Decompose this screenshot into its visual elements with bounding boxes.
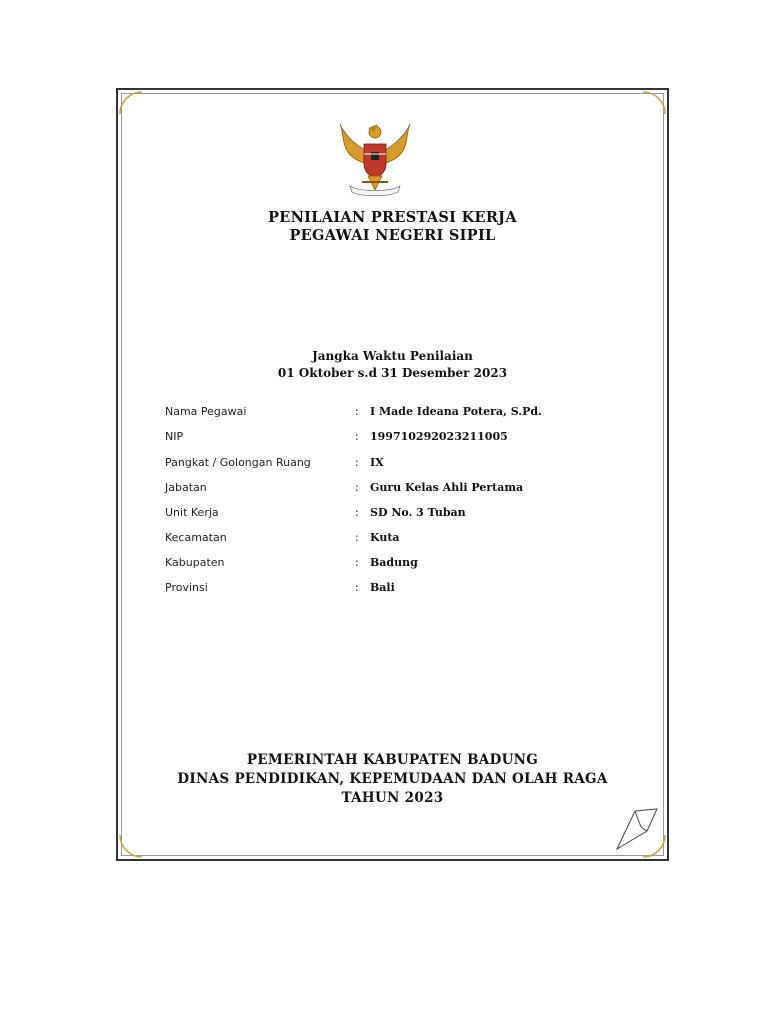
document-title-line2: PEGAWAI NEGERI SIPIL — [289, 227, 496, 244]
corner-ornament-bottom-left — [118, 833, 144, 859]
info-label: NIP — [165, 430, 184, 443]
info-label: Unit Kerja — [165, 506, 219, 519]
document-frame — [116, 88, 669, 861]
info-row-kecamatan — [165, 531, 585, 549]
info-row-provinsi — [165, 581, 585, 599]
corner-ornament-top-right — [641, 90, 667, 116]
info-row-pangkat — [165, 456, 585, 474]
info-label: Kecamatan — [165, 531, 227, 544]
inner-border — [121, 93, 664, 856]
info-separator: : — [355, 506, 359, 519]
period-label: Jangka Waktu Penilaian — [312, 349, 473, 363]
info-label: Kabupaten — [165, 556, 225, 569]
info-row-kabupaten — [165, 556, 585, 574]
info-separator: : — [355, 531, 359, 544]
info-separator: : — [355, 556, 359, 569]
info-value: Bali — [370, 581, 395, 594]
info-value: 199710292023211005 — [370, 430, 508, 443]
corner-ornament-top-left — [118, 90, 144, 116]
folded-corner-icon — [611, 807, 659, 855]
info-label: Pangkat / Golongan Ruang — [165, 456, 311, 469]
info-separator: : — [355, 405, 359, 418]
info-row-nip — [165, 430, 585, 448]
footer-line2: DINAS PENDIDIKAN, KEPEMUDAAN DAN OLAH RAGA — [177, 771, 608, 787]
info-separator: : — [355, 430, 359, 443]
info-value: IX — [370, 456, 384, 469]
info-row-unit-kerja — [165, 506, 585, 524]
footer-line1: PEMERINTAH KABUPATEN BADUNG — [246, 752, 539, 768]
period-value: 01 Oktober s.d 31 Desember 2023 — [277, 366, 508, 380]
info-label: Nama Pegawai — [165, 405, 247, 418]
info-separator: : — [355, 481, 359, 494]
footer-line3: TAHUN 2023 — [341, 790, 444, 806]
info-separator: : — [355, 581, 359, 594]
garuda-emblem-icon — [332, 118, 418, 198]
info-value: SD No. 3 Tuban — [370, 506, 466, 519]
info-label: Provinsi — [165, 581, 208, 594]
info-separator: : — [355, 456, 359, 469]
info-value: Kuta — [370, 531, 400, 544]
info-label: Jabatan — [165, 481, 207, 494]
info-row-nama-pegawai — [165, 405, 585, 423]
info-value: Badung — [370, 556, 418, 569]
info-value: I Made Ideana Potera, S.Pd. — [370, 405, 542, 418]
info-value: Guru Kelas Ahli Pertama — [370, 481, 524, 494]
info-row-jabatan — [165, 481, 585, 499]
document-title-line1: PENILAIAN PRESTASI KERJA — [268, 209, 517, 226]
